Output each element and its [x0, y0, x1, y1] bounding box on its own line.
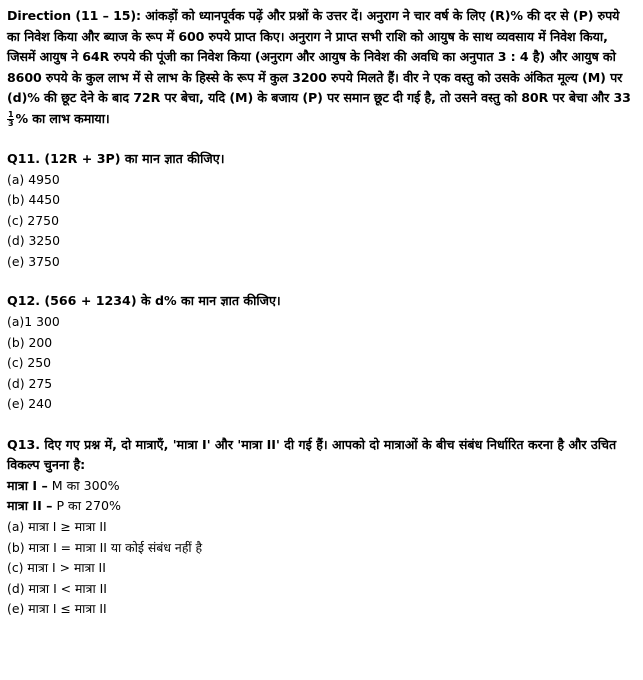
- question-12-title: Q12. (566 + 1234) के d% का मान ज्ञात कीजिए।: [7, 293, 281, 309]
- quantity-2-value: P का 270%: [52, 498, 121, 514]
- question-12-options: [7, 312, 635, 415]
- option-c: (c) मात्रा I > मात्रा II: [7, 560, 106, 576]
- option-d: (d) 275: [7, 375, 53, 391]
- option-b: (b) 4450: [7, 192, 61, 208]
- direction-text-end: % का लाभ कमाया।: [15, 110, 110, 126]
- option-b: (b) मात्रा I = मात्रा II या कोई संबंध नहीं है: [7, 539, 203, 555]
- quantity-1-value: M का 300%: [47, 477, 120, 493]
- quantity-1-label: मात्रा I –: [7, 477, 48, 493]
- question-11-options: [7, 170, 635, 273]
- option-d: (d) 3250: [7, 233, 61, 249]
- quantity-2-line: [7, 496, 635, 517]
- option-a: (a)1 300: [7, 313, 60, 329]
- direction-paragraph: [7, 6, 635, 129]
- option-e: (e) 240: [7, 396, 52, 412]
- question-12: [7, 291, 635, 414]
- quantity-1-line: [7, 476, 635, 497]
- option-a: (a) मात्रा I ≥ मात्रा II: [7, 518, 107, 534]
- question-11: [7, 149, 635, 272]
- quantity-2-label: मात्रा II –: [7, 498, 53, 514]
- fraction-one-third: [7, 111, 14, 128]
- option-e: (e) 3750: [7, 253, 60, 269]
- option-c: (c) 250: [7, 355, 52, 371]
- question-13-title: Q13. दिए गए प्रश्न में, दो मात्राएँ, 'मात्रा I' और 'मात्रा II' दी गई हैं। आपको दो मात्राओं के बीच संबंध निर्धारित करना है और उचित विकल्प चुनना है:: [7, 436, 617, 473]
- fraction-numerator: 1: [8, 109, 14, 119]
- question-11-title: Q11. (12R + 3P) का मान ज्ञात कीजिए।: [7, 151, 225, 166]
- option-e: (e) मात्रा I ≤ मात्रा II: [7, 601, 107, 617]
- question-13: [7, 435, 635, 620]
- option-b: (b) 200: [7, 334, 53, 350]
- option-a: (a) 4950: [7, 171, 60, 187]
- direction-text: आंकड़ों को ध्यानपूर्वक पढ़ें और प्रश्नों के उत्तर दें। अनुराग ने चार वर्ष के लिए (R)% की दर से (P) रुपये का निवेश किया और ब्याज के रूप में 600 रुपये प्राप्त किए। अनुराग ने प्राप्त सभी राशि को आयुष के साथ व्यवसाय में निवेश किया, जिसमें आयुष ने 64R रुपये की पूंजी का निवेश किया (अनुराग और आयुष के निवेश की अवधि का अनुपात 3 : 4 है) और आयुष को 8600 रुपये के कुल लाभ में से लाभ के हिस्से के रूप में कुल 3200 रुपये मिलते हैं। वीर ने एक वस्तु को उसके अंकित मूल्य (M) पर (d)% की छूट देने के बाद 72R पर बेचा, यदि (M) के बजाय (P) पर समान छूट दी गई है, तो उसने वस्तु को 80R पर बेचा और 33: [7, 8, 631, 105]
- question-13-options: [7, 517, 635, 620]
- option-d: (d) मात्रा I < मात्रा II: [7, 580, 107, 596]
- fraction-denominator: 3: [8, 118, 14, 128]
- option-c: (c) 2750: [7, 212, 59, 228]
- direction-label: Direction (11 – 15):: [7, 8, 141, 23]
